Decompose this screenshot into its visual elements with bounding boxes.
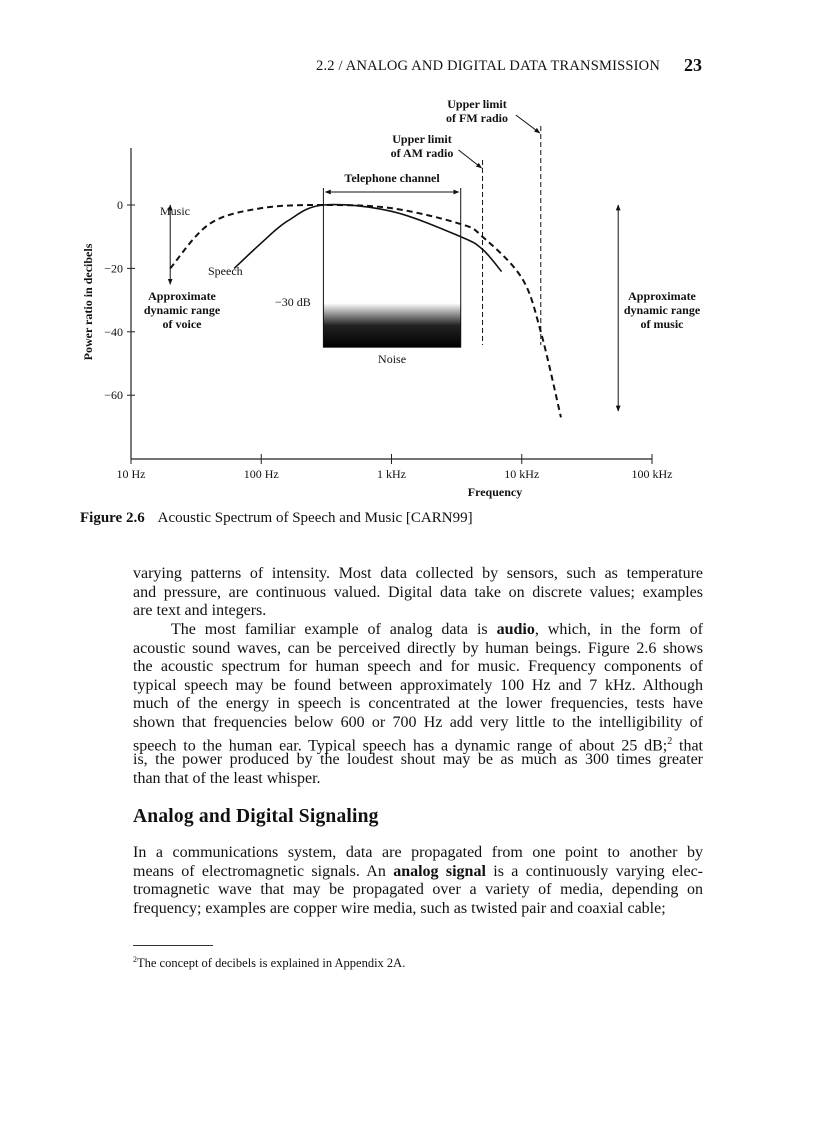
- running-header: 2.2 / ANALOG AND DIGITAL DATA TRANSMISSION: [316, 58, 661, 74]
- x-tick-label: 100 Hz: [243, 467, 279, 481]
- footnote-text: The concept of decibels is explained in Appendix 2A.: [137, 956, 406, 971]
- am-limit-label: of AM radio: [390, 146, 454, 160]
- telephone-channel-label: Telephone channel: [344, 171, 440, 185]
- text-segment: are text and integers.: [133, 602, 267, 620]
- x-tick-label: 100 kHz: [631, 467, 673, 481]
- text-segment: and pressure, are continuous valued. Digital data take on discrete values; examples: [133, 583, 703, 601]
- fm-limit-label: Upper limit: [447, 97, 507, 111]
- x-tick-label: 10 kHz: [504, 467, 540, 481]
- text-segment: is, the power produced by the loudest shout may be as much as 300 times greater: [133, 751, 703, 769]
- voice-range-label: of voice: [162, 317, 202, 331]
- footnote-ref: 2: [667, 735, 673, 747]
- text-line: [133, 658, 703, 677]
- text-segment: than that of the least whisper.: [133, 769, 321, 787]
- text-line: [133, 584, 703, 603]
- bold-term: audio: [496, 621, 535, 638]
- figure-chart: [0, 0, 816, 510]
- text-line: [133, 621, 703, 640]
- paragraph-2: [133, 621, 703, 788]
- text-line: [133, 844, 703, 863]
- text-line: [133, 770, 703, 789]
- music-range-label: dynamic range: [623, 303, 701, 317]
- text-line: [133, 602, 703, 621]
- series-speech: [234, 205, 501, 272]
- text-segment: , which, in the form of: [534, 621, 704, 638]
- text-line: [133, 881, 703, 900]
- voice-range-label: dynamic range: [143, 303, 221, 317]
- music-range-label: of music: [640, 317, 684, 331]
- music-range-label: Approximate: [628, 289, 696, 303]
- figure-caption-text: Acoustic Spectrum of Speech and Music [CARN99]: [157, 510, 473, 526]
- text-segment: frequency; examples are copper wire media, such as twisted pair and coaxial cable;: [133, 899, 666, 917]
- noise-block: [323, 303, 460, 347]
- text-segment: acoustic sound waves, can be perceived directly by human beings. Figure 2.6 shows: [133, 639, 703, 657]
- bold-term: analog signal: [393, 862, 486, 880]
- footnote-mark: 2: [133, 955, 137, 964]
- y-axis-label: Power ratio in decibels: [81, 243, 95, 361]
- am-limit-pointer: [459, 150, 482, 168]
- music-label: Music: [160, 204, 190, 218]
- y-tick-label: −20: [104, 261, 123, 276]
- x-tick-label: 1 kHz: [377, 467, 406, 481]
- text-line: [133, 640, 703, 659]
- paragraph-1: [133, 565, 703, 621]
- text-line: [133, 677, 703, 696]
- text-segment: varying patterns of intensity. Most data collected by sensors, such as temperature: [133, 565, 703, 582]
- text-line: [133, 733, 703, 752]
- text-segment: much of the energy in speech is concentrated at the lower frequencies, tests have: [133, 695, 703, 713]
- fm-limit-label: of FM radio: [446, 111, 508, 125]
- text-segment: means of electromagnetic signals. An: [133, 862, 394, 880]
- figure-label: Figure 2.6: [80, 510, 145, 526]
- text-segment: The most familiar example of analog data is: [171, 621, 497, 638]
- text-line: [133, 695, 703, 714]
- text-line: [133, 751, 703, 770]
- text-line: [133, 863, 703, 882]
- text-segment: shown that frequencies below 600 or 700 Hz add very little to the intelligibility of: [133, 713, 703, 731]
- page-number: 23: [684, 55, 702, 75]
- y-tick-label: −60: [104, 388, 123, 403]
- text-segment: typical speech may be found between approximately 100 Hz and 7 kHz. Although: [133, 676, 703, 694]
- text-line: [133, 565, 703, 584]
- footnote-rule: [133, 945, 213, 946]
- text-segment: the acoustic spectrum for human speech and for music. Frequency components of: [133, 658, 703, 676]
- x-tick-label: 10 Hz: [116, 467, 146, 481]
- text-segment: tromagnetic wave that may be propagated over a variety of media, depending on: [133, 881, 703, 899]
- y-tick-label: 0: [117, 198, 123, 212]
- voice-range-label: Approximate: [148, 289, 216, 303]
- text-segment: that: [672, 736, 703, 754]
- footnote: [133, 955, 405, 971]
- am-limit-label: Upper limit: [392, 132, 452, 146]
- section-title: Analog and Digital Signaling: [133, 806, 379, 827]
- x-axis-label: Frequency: [467, 485, 523, 499]
- text-line: [133, 714, 703, 733]
- noise-level-label: −30 dB: [275, 295, 311, 309]
- text-segment: speech to the human ear. Typical speech has a dynamic range of about 25 dB;: [133, 736, 668, 754]
- noise-label: Noise: [378, 352, 407, 366]
- speech-label: Speech: [208, 264, 243, 278]
- text-line: [133, 900, 703, 919]
- fm-limit-pointer: [516, 115, 540, 133]
- text-segment: is a continuously varying elec-: [485, 862, 704, 880]
- paragraph-3: [133, 844, 703, 918]
- figure-caption: [80, 510, 473, 527]
- y-tick-label: −40: [104, 324, 123, 339]
- text-segment: In a communications system, data are propagated from one point to another by: [133, 844, 703, 861]
